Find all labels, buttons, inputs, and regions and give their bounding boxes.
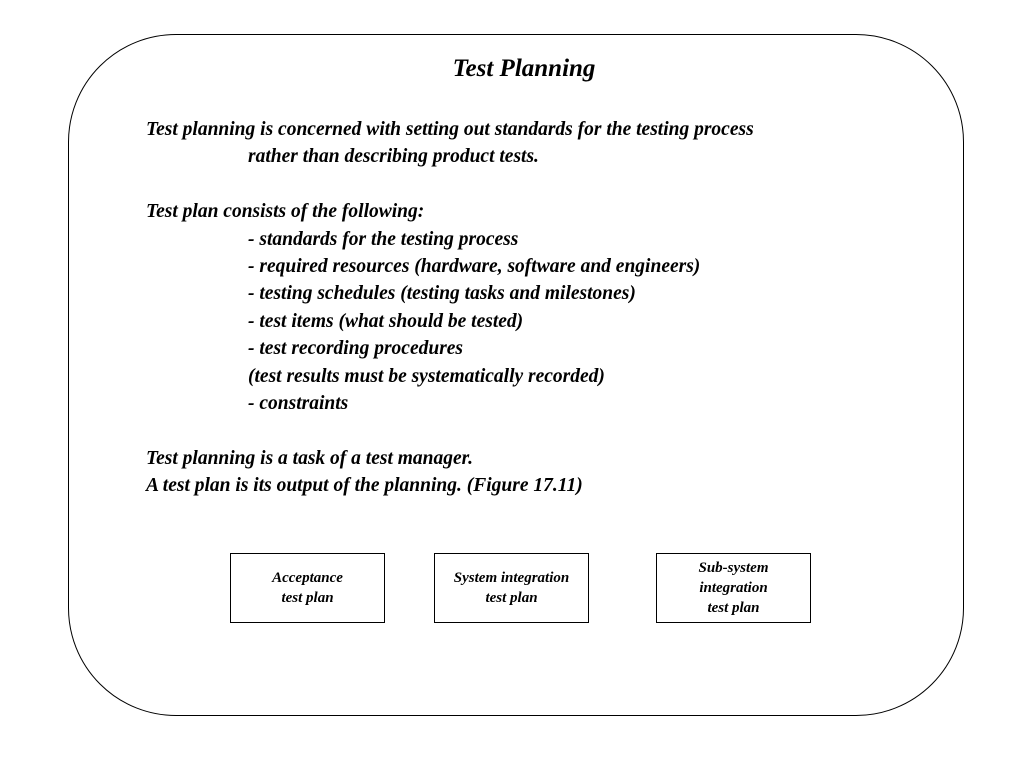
acceptance-test-plan-box <box>230 553 385 623</box>
spacer <box>146 417 906 444</box>
paragraph-1-line-1: Test planning is concerned with setting out standards for the testing process <box>146 119 754 140</box>
box-label-line: test plan <box>281 590 334 606</box>
list-item: - test items (what should be tested) <box>248 310 524 332</box>
spacer <box>146 171 906 198</box>
list-item: - required resources (hardware, software and engineers) <box>248 255 701 277</box>
list-item: - test recording procedures <box>248 338 464 360</box>
paragraph-3-line-1: Test planning is a task of a test manager. <box>146 447 474 469</box>
paragraph-2-intro: Test plan consists of the following: <box>146 201 425 223</box>
box-label-line: System integration <box>453 570 570 586</box>
box-label-line: test plan <box>707 600 760 616</box>
box-label-line: integration <box>699 580 768 596</box>
sub-system-integration-test-plan-box <box>656 553 811 623</box>
paragraph-1-line-2: rather than describing product tests. <box>248 146 539 168</box>
slide-title: Test Planning <box>452 55 596 82</box>
slide-body <box>146 116 906 499</box>
box-label-line: test plan <box>485 590 538 606</box>
list-item: - constraints <box>248 392 349 414</box>
list-item: - testing schedules (testing tasks and milestones) <box>248 283 636 305</box>
box-label-line: Sub-system <box>698 560 769 576</box>
list-item: - standards for the testing process <box>248 228 519 250</box>
system-integration-test-plan-box <box>434 553 589 623</box>
paragraph-3-line-2: A test plan is its output of the planning. (Figure 17.11) <box>146 475 583 497</box>
list-item: (test results must be systematically recorded) <box>248 365 605 387</box>
box-label-line: Acceptance <box>272 570 343 586</box>
